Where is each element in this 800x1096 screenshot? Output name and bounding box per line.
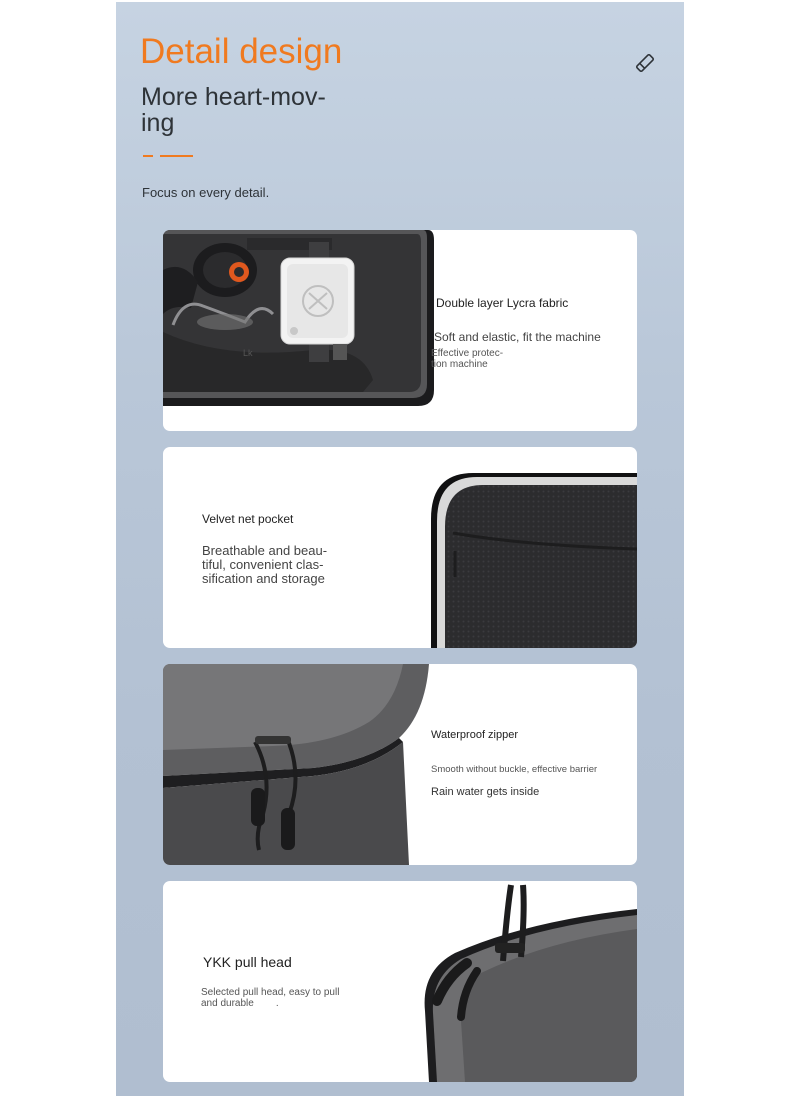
- feature-card-pull-head: [163, 881, 637, 1082]
- card-2-body: [202, 544, 327, 586]
- card-2-line-1: Breathable and beau-: [202, 543, 328, 558]
- page-subtitle: [141, 84, 381, 136]
- card-2-line-3: sification and storage: [202, 571, 325, 586]
- subtitle-line-2: ing: [141, 109, 175, 137]
- card-3-line-1: Smooth without buckle, effective barrier: [431, 764, 598, 775]
- lead-text: Focus on every detail.: [142, 185, 270, 200]
- card-4-line-2: and durable: [201, 998, 254, 1009]
- lycra-fabric-photo: [163, 230, 435, 431]
- card-4-body: [201, 987, 339, 1009]
- card-2-title: Velvet net pocket: [202, 512, 294, 526]
- pencil-icon: [634, 52, 656, 74]
- waterproof-zipper-photo: [163, 664, 433, 865]
- card-4-title: YKK pull head: [203, 954, 292, 970]
- accent-rule-short: [143, 155, 153, 157]
- card-2-line-2: tiful, convenient clas-: [202, 557, 324, 572]
- accent-rule-long: [160, 155, 193, 157]
- card-1-line-2: [431, 348, 503, 370]
- card-1-line-2a: Effective protec-: [431, 348, 504, 359]
- card-1-line-2b: tion machine: [431, 359, 488, 370]
- card-1-title: Double layer Lycra fabric: [436, 296, 569, 310]
- feature-card-lycra: [163, 230, 637, 431]
- card-3-title: Waterproof zipper: [431, 729, 519, 741]
- card-1-line-1: Soft and elastic, fit the machine: [434, 330, 601, 344]
- page-title: Detail design: [140, 32, 343, 71]
- subtitle-line-1: More heart-mov-: [141, 83, 326, 111]
- svg-text:Lk: Lk: [243, 348, 253, 358]
- net-pocket-photo: [431, 469, 637, 648]
- card-4-line-1: Selected pull head, easy to pull: [201, 987, 340, 998]
- card-3-line-2: Rain water gets inside: [431, 786, 540, 798]
- feature-card-pocket: [163, 447, 637, 648]
- ykk-pull-head-photo: [407, 881, 637, 1082]
- feature-card-zipper: [163, 664, 637, 865]
- card-4-line-3: .: [275, 998, 279, 1009]
